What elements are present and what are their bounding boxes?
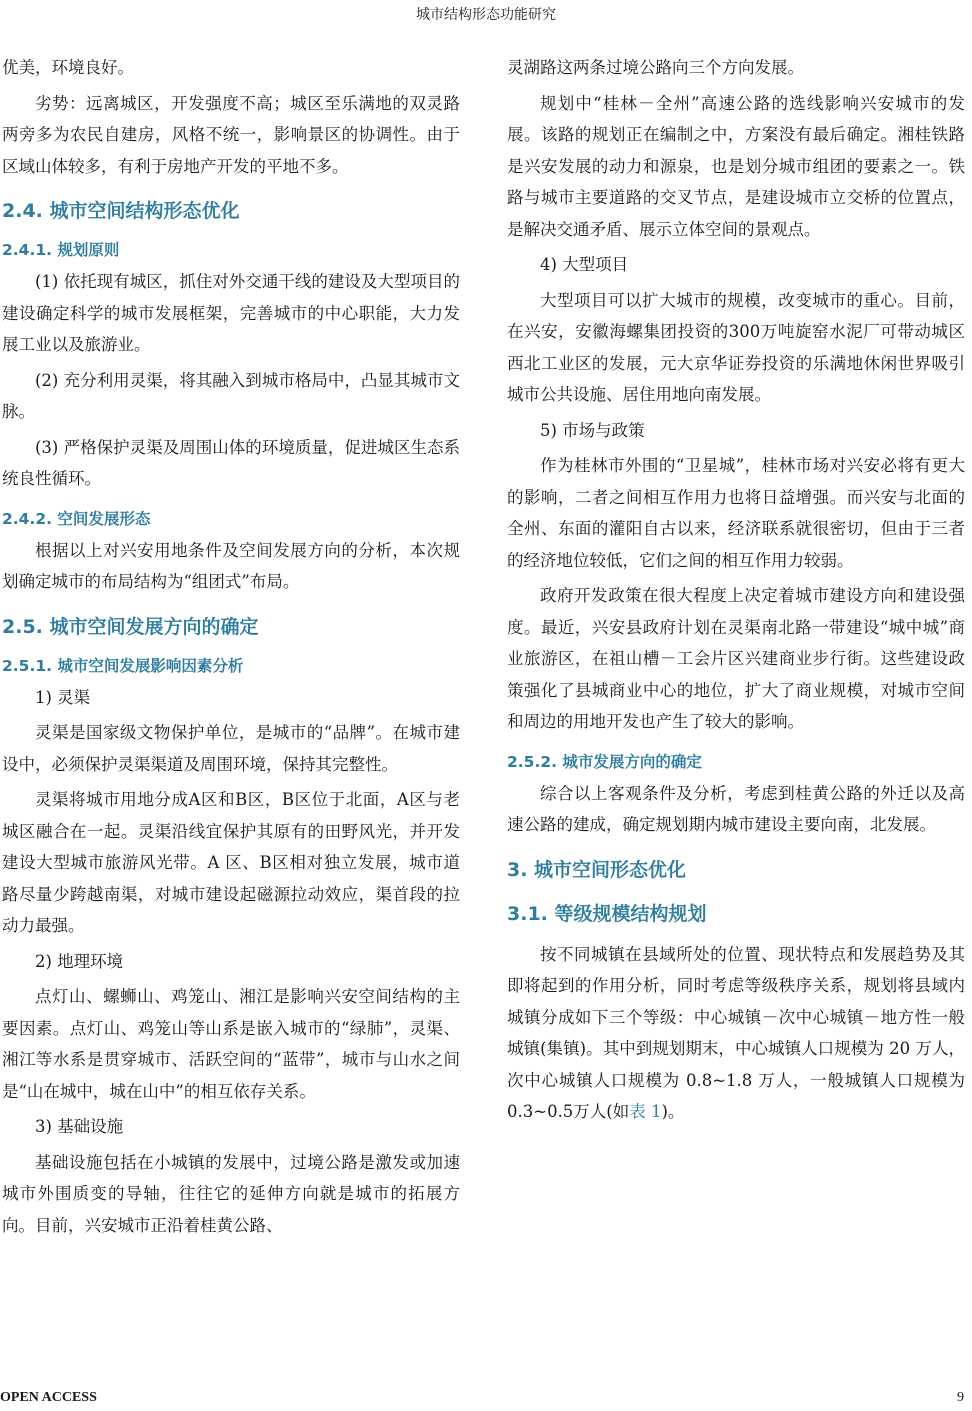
list-item: 5) 市场与政策 (540, 420, 645, 440)
section-heading-3-1: 3.1. 等级规模结构规划 (507, 902, 707, 925)
subsection-heading-2-4-1: 2.4.1. 规划原则 (2, 241, 120, 259)
subsection-heading-2-4-2: 2.4.2. 空间发展形态 (2, 509, 151, 528)
paragraph (507, 939, 965, 1128)
page-number: 9 (957, 1390, 964, 1405)
paragraph-text: )。 (661, 1102, 685, 1121)
paragraph: 政府开发政策在很大程度上决定着城市建设方向和建设强度。最近，兴安县政府计划在灵渠南北路一带建设“城中城”商业旅游区，在祖山槽－工会片区兴建商业步行街。这些建设政策强化了县城商业中心的地位，扩大了商业规模，对城市空间和周边的用地开发也产生了较大的影响。 (507, 586, 965, 731)
section-heading-2-5: 2.5. 城市空间发展方向的确定 (2, 615, 259, 638)
list-item: 4) 大型项目 (540, 255, 629, 274)
subsection-heading-2-5-2: 2.5.2. 城市发展方向的确定 (507, 752, 702, 771)
paragraph: 基础设施包括在小城镇的发展中，过境公路是激发或加速城市外围质变的导轴，往往它的延伸方向就是城市的拓展方向。目前，兴安城市正沿着桂黄公路、 (2, 1152, 460, 1235)
section-heading-3: 3. 城市空间形态优化 (507, 858, 687, 881)
list-item: 2) 地理环境 (35, 951, 124, 971)
paragraph: (2) 充分利用灵渠，将其融入到城市格局中，凸显其城市文脉。 (2, 370, 460, 421)
paragraph: (1) 依托现有城区，抓住对外交通干线的建设及大型项目的建设确定科学的城市发展框架，完善城市的中心职能，大力发展工业以及旅游业。 (2, 272, 460, 354)
paragraph: 灵渠将城市用地分成A区和B区，B区位于北面，A区与老城区融合在一起。灵渠沿线宜保护其原有的田野风光，并开发建设大型城市旅游风光带。A 区、B区相对独立发展，城市道路尽量少跨越南渠，对城市建设起磁源拉动效应，渠首段的拉动力最强。 (2, 790, 460, 935)
paragraph: (3) 严格保护灵渠及周围山体的环境质量，促进城区生态系统良性循环。 (2, 437, 460, 488)
subsection-heading-2-5-1: 2.5.1. 城市空间发展影响因素分析 (2, 656, 244, 675)
section-heading-2-4: 2.4. 城市空间结构形态优化 (2, 200, 240, 222)
right-column (507, 52, 965, 1132)
running-head: 城市结构形态功能研究 (416, 7, 556, 23)
paragraph: 综合以上客观条件及分析，考虑到桂黄公路的外迁以及高速公路的建成，确定规划期内城市建设主要向南，北发展。 (507, 783, 965, 834)
paragraph: 规划中“桂林－全州”高速公路的选线影响兴安城市的发展。该路的规划正在编制之中，方案没有最后确定。湘桂铁路是兴安发展的动力和源泉，也是划分城市组团的要素之一。铁路与城市主要道路的交叉节点，是建设城市立交桥的位置点，是解决交通矛盾、展示立体空间的景观点。 (507, 93, 965, 239)
paragraph: 优美，环境良好。 (2, 58, 134, 77)
left-column (2, 52, 460, 1245)
paragraph: 大型项目可以扩大城市的规模，改变城市的重心。目前，在兴安，安徽海螺集团投资的300万吨旋窑水泥厂可带动城区西北工业区的发展，元大京华证券投资的乐满地休闲世界吸引城市公共设施、居住用地向南发展。 (507, 290, 965, 404)
list-item: 3) 基础设施 (35, 1117, 124, 1136)
paragraph: 根据以上对兴安用地条件及空间发展方向的分析，本次规划确定城市的布局结构为“组团式”布局。 (2, 540, 460, 591)
paragraph: 灵渠是国家级文物保护单位，是城市的“品牌”。在城市建设中，必须保护灵渠渠道及周围环境，保持其完整性。 (2, 723, 460, 774)
paragraph-text: 按不同城镇在县域所处的位置、现状特点和发展趋势及其即将起到的作用分析，同时考虑等级秩序关系，规划将县域内城镇分成如下三个等级：中心城镇－次中心城镇－地方性一般城镇(集镇)。其中到规划期末，中心城镇人口规模为 20 万人，次中心城镇人口规模为 0.8~1.8 万人，一般城镇人口规模为 0.3~0.5万人(如 (507, 944, 965, 1121)
list-item: 1) 灵渠 (35, 687, 91, 707)
paragraph: 劣势：远离城区，开发强度不高；城区至乐满地的双灵路两旁多为农民自建房，风格不统一，影响景区的协调性。由于区域山体较多，有利于房地产开发的平地不多。 (2, 93, 460, 176)
paragraph: 灵湖路这两条过境公路向三个方向发展。 (507, 58, 804, 77)
table-1-link[interactable]: 表 1 (629, 1102, 662, 1121)
paragraph: 作为桂林市外围的“卫星城”，桂林市场对兴安必将有更大的影响，二者之间相互作用力也将日益增强。而兴安与北面的全州、东面的灌阳自古以来，经济联系就很密切，但由于三者的经济地位较低，它们之间的相互作用力较弱。 (507, 456, 965, 570)
journal-footer: OPEN ACCESS (0, 1390, 97, 1405)
paragraph: 点灯山、螺蛳山、鸡笼山、湘江是影响兴安空间结构的主要因素。点灯山、鸡笼山等山系是嵌入城市的“绿肺”，灵渠、湘江等水系是贯穿城市、活跃空间的“蓝带”，城市与山水之间是“山在城中，城在山中”的相互依存关系。 (2, 987, 460, 1101)
